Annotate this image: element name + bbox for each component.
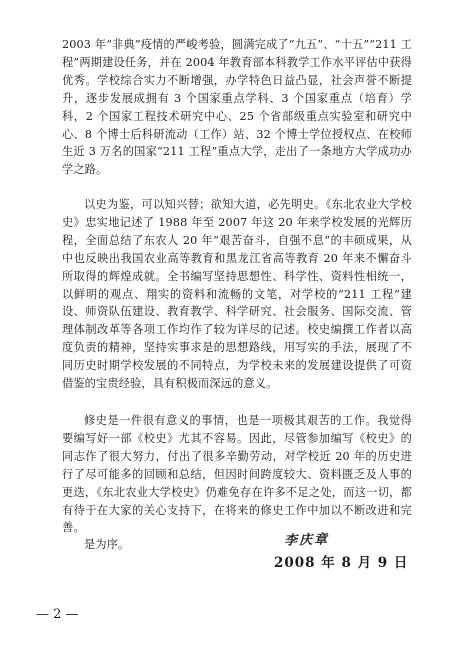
author-signature: 李庆章	[283, 532, 330, 549]
paragraph-4: 是为序。	[84, 538, 130, 551]
preface-date: 2008 年 8 月 9 日	[274, 555, 409, 571]
page-number: — 2 —	[36, 607, 79, 622]
paragraph-continuation	[62, 36, 412, 179]
paragraph-2: 以史为鉴，可以知兴替；欲知大道，必先明史。《东北农业大学校史》忠实地记述了 1988 年至 2007 年这 20 年来学校发展的光辉历程，全面总结了东农人 20 年“艰苦奋斗，自强不息”的丰硕成果，从中也反映出我国农业高等教育和黑龙江省高等教育 20 年来不懈奋斗所取得的辉煌成就。全书编写坚持思想性、科学性、资料性相统一，以鲜明的观点、翔实的资料和流畅的文笔，对学校的“211 工程”建设、师资队伍建设、教育教学、科学研究、社会服务、国际交流、管理体制改革等各项工作均作了较为详尽的记述。校史编撰工作者以高度负责的精神，坚持实事求是的思想路线，用写实的手法，展现了不同历史时期学校发展的不同特点，为学校未来的发展建设提供了可资借鉴的宝贵经验，具有积极而深远的意义。	[62, 198, 412, 391]
paragraph-history-lesson	[62, 196, 412, 393]
paragraph-1: 2003 年“非典”疫情的严峻考验，圆满完成了“九五”、“十五”“211 工程”两期建设任务，并在 2004 年教育部本科教学工作水平评估中获得优秀。学校综合实力不断增强，办学特色日益凸显，社会声誉不断提升，逐步发展成拥有 3 个国家重点学科、3 个国家重点（培育）学科，2 个国家工程技术研究中心、25 个省部级重点实验室和研究中心、8 个博士后科研流动（工作）站、32 个博士学位授权点、在校师生近 3 万名的国家“211 工程”重点大学，走出了一条地方大学成功办学之路。	[62, 38, 412, 177]
paragraph-3: 修史是一件很有意义的事情，也是一项极其艰苦的工作。我觉得要编写好一部《校史》尤其不容易。因此，尽管参加编写《校史》的同志作了很大努力，付出了很多辛勤劳动，对学校近 20 年的历史进行了尽可能多的回顾和总结，但因时间跨度较大、资料匮乏及人事的更迭，《东北农业大学校史》仍难免存在许多不足之处，而这一切，都有待于在大家的关心支持下，在将来的修史工作中加以不断改进和完善。	[62, 414, 412, 535]
paragraph-compilation	[62, 412, 412, 537]
